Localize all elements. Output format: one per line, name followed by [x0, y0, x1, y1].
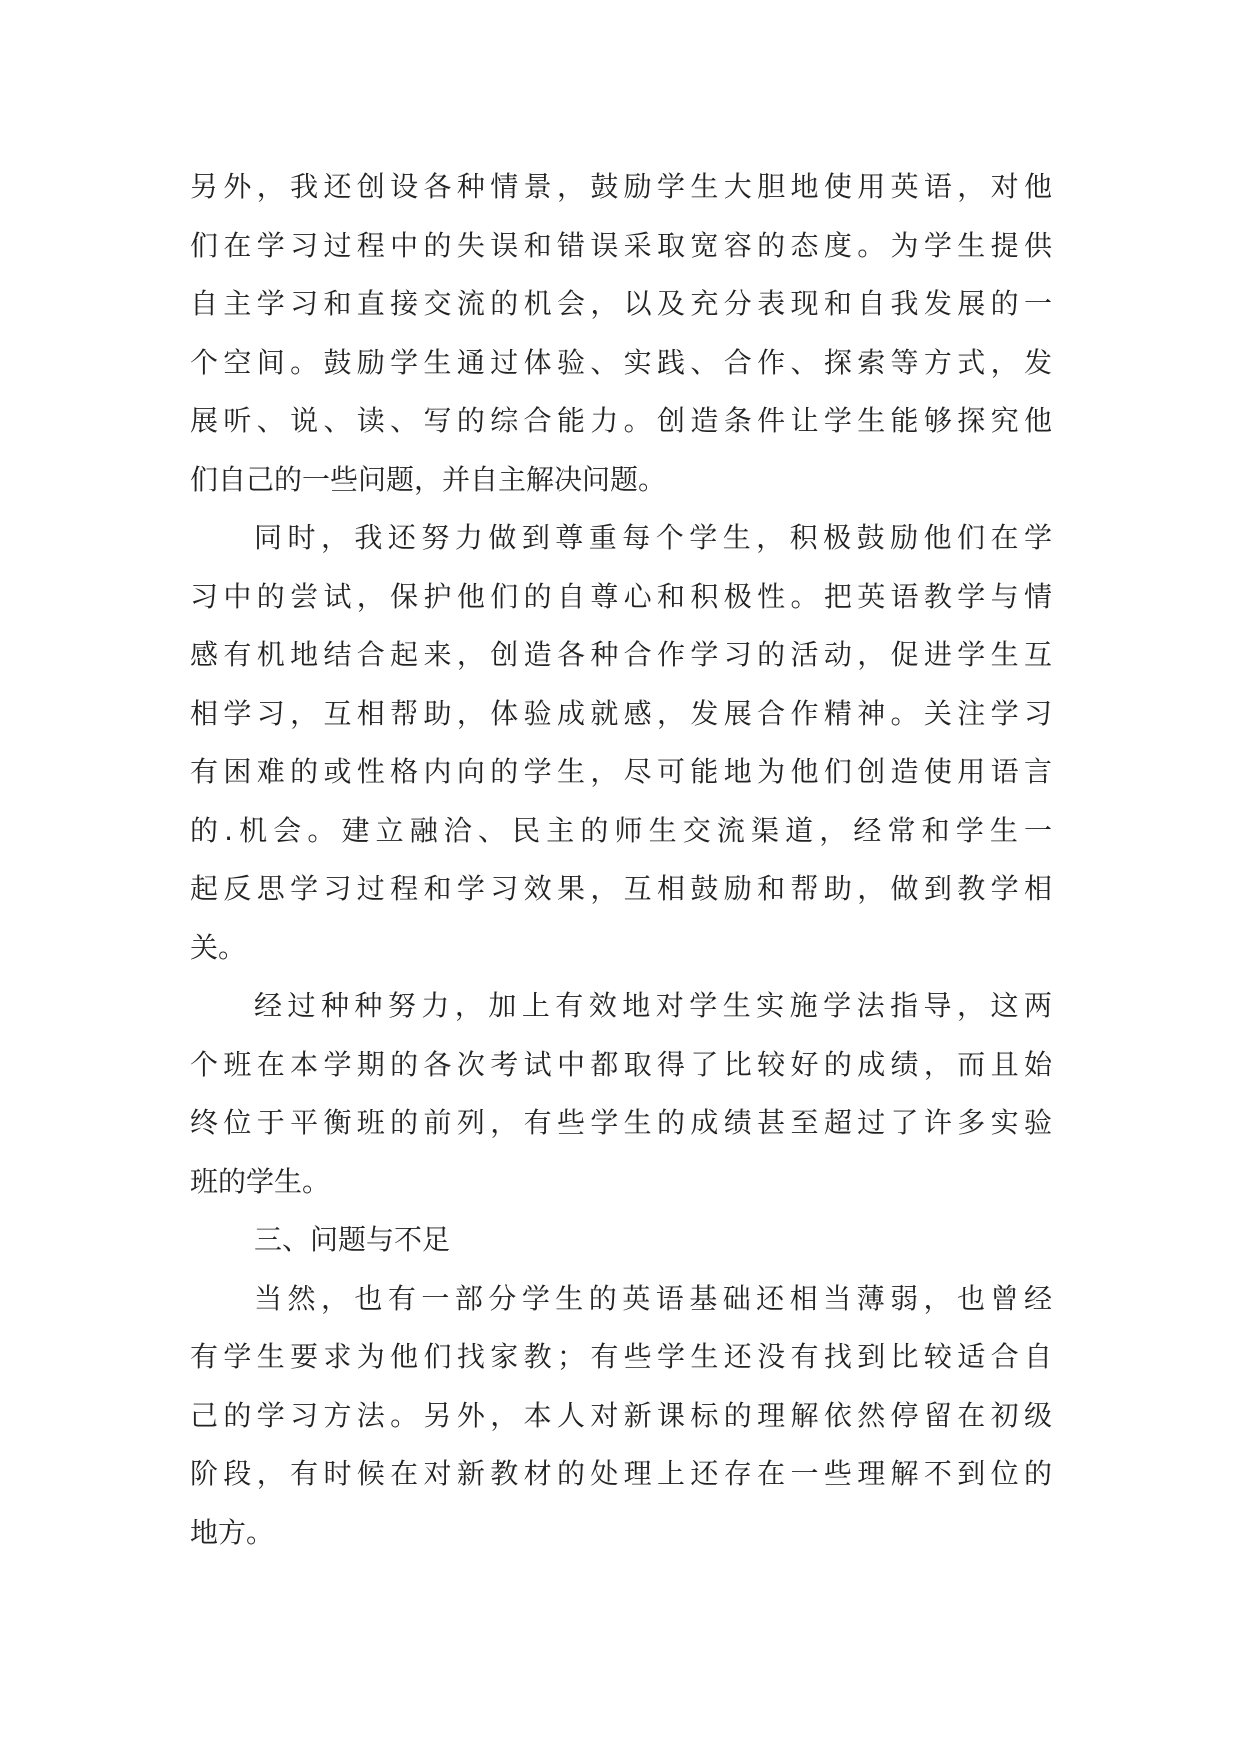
text-line: 自主学习和直接交流的机会，以及充分表现和自我发展的一 [190, 287, 1052, 320]
text-line: 关。 [190, 930, 247, 964]
text-line: 己的学习方法。另外，本人对新课标的理解依然停留在初级 [190, 1398, 1052, 1432]
text-line: 个班在本学期的各次考试中都取得了比较好的成绩，而且始 [190, 1047, 1052, 1081]
text-line: 的.机会。建立融洽、民主的师生交流渠道，经常和学生一 [190, 813, 1052, 847]
document-body [190, 158, 1052, 1562]
text-line: 有学生要求为他们找家教；有些学生还没有找到比较适合自 [190, 1340, 1052, 1373]
text-line: 班的学生。 [190, 1164, 331, 1198]
text-line: 个空间。鼓励学生通过体验、实践、合作、探索等方式，发 [190, 345, 1052, 379]
text-line: 们自己的一些问题，并自主解决问题。 [190, 462, 667, 496]
text-line: 感有机地结合起来，创造各种合作学习的活动，促进学生互 [190, 638, 1052, 671]
text-line: 习中的尝试，保护他们的自尊心和积极性。把英语教学与情 [190, 579, 1052, 613]
paragraph-first-line: 经过种种努力，加上有效地对学生实施学法指导，这两 [254, 989, 1052, 1022]
text-line: 有困难的或性格内向的学生，尽可能地为他们创造使用语言 [190, 755, 1052, 788]
text-line: 地方。 [190, 1515, 275, 1549]
paragraph-first-line: 当然，也有一部分学生的英语基础还相当薄弱，也曾经 [254, 1281, 1052, 1315]
text-line: 相学习，互相帮助，体验成就感，发展合作精神。关注学习 [190, 696, 1052, 730]
text-line: 终位于平衡班的前列，有些学生的成绩甚至超过了许多实验 [190, 1106, 1052, 1139]
text-line: 阶段，有时候在对新教材的处理上还存在一些理解不到位的 [190, 1457, 1052, 1490]
paragraph-first-line: 同时，我还努力做到尊重每个学生，积极鼓励他们在学 [254, 521, 1052, 554]
text-line: 们在学习过程中的失误和错误采取宽容的态度。为学生提供 [190, 228, 1052, 262]
text-line: 另外，我还创设各种情景，鼓励学生大胆地使用英语，对他 [190, 170, 1052, 203]
text-line: 起反思学习过程和学习效果，互相鼓励和帮助，做到教学相 [190, 872, 1052, 905]
text-line: 展听、说、读、写的综合能力。创造条件让学生能够探究他 [190, 404, 1052, 437]
section-heading: 三、问题与不足 [254, 1223, 451, 1256]
